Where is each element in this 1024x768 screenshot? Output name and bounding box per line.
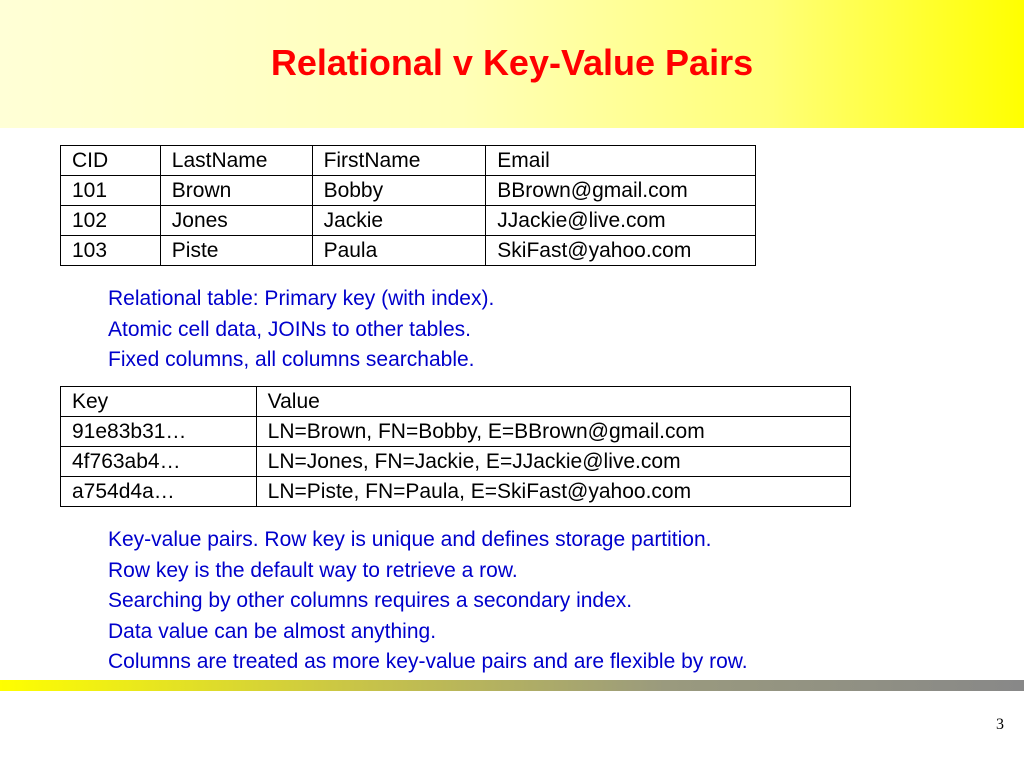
table-cell: Piste bbox=[160, 236, 312, 266]
key-value-table bbox=[60, 386, 851, 507]
note-line: Searching by other columns requires a secondary index. bbox=[108, 589, 633, 612]
relational-table bbox=[60, 145, 756, 266]
table-row bbox=[61, 417, 851, 447]
table-row bbox=[61, 477, 851, 507]
table-cell: JJackie@live.com bbox=[486, 206, 756, 236]
relational-notes bbox=[108, 284, 494, 376]
table-cell: 101 bbox=[61, 176, 161, 206]
note-line: Key-value pairs. Row key is unique and defines storage partition. bbox=[108, 528, 712, 551]
title-band bbox=[0, 0, 1024, 128]
header-cid: CID bbox=[61, 146, 161, 176]
table-cell: BBrown@gmail.com bbox=[486, 176, 756, 206]
header-lastname: LastName bbox=[160, 146, 312, 176]
table-cell: a754d4a… bbox=[61, 477, 257, 507]
key-value-notes bbox=[108, 525, 748, 678]
table-row bbox=[61, 447, 851, 477]
table-cell: SkiFast@yahoo.com bbox=[486, 236, 756, 266]
table-cell: 103 bbox=[61, 236, 161, 266]
slide-title: Relational v Key-Value Pairs bbox=[270, 42, 754, 83]
table-cell: Paula bbox=[312, 236, 486, 266]
note-line: Row key is the default way to retrieve a row. bbox=[108, 558, 518, 582]
table-header-row bbox=[61, 387, 851, 417]
table-cell: Brown bbox=[160, 176, 312, 206]
table-cell: Jones bbox=[160, 206, 312, 236]
table-cell: LN=Jones, FN=Jackie, E=JJackie@live.com bbox=[256, 447, 850, 477]
table-cell: Bobby bbox=[312, 176, 486, 206]
footer-band bbox=[0, 680, 1024, 691]
table-cell: LN=Piste, FN=Paula, E=SkiFast@yahoo.com bbox=[256, 477, 850, 507]
header-value: Value bbox=[256, 387, 850, 417]
note-line: Relational table: Primary key (with index). bbox=[108, 287, 495, 310]
table-cell: 91e83b31… bbox=[61, 417, 257, 447]
table-cell: 102 bbox=[61, 206, 161, 236]
table-cell: Jackie bbox=[312, 206, 486, 236]
table-cell: LN=Brown, FN=Bobby, E=BBrown@gmail.com bbox=[256, 417, 850, 447]
table-cell: 4f763ab4… bbox=[61, 447, 257, 477]
table-row bbox=[61, 206, 756, 236]
header-key: Key bbox=[61, 387, 257, 417]
note-line: Fixed columns, all columns searchable. bbox=[108, 348, 475, 371]
page-number: 3 bbox=[996, 716, 1004, 733]
header-firstname: FirstName bbox=[312, 146, 486, 176]
table-header-row bbox=[61, 146, 756, 176]
note-line: Columns are treated as more key-value pairs and are flexible by row. bbox=[108, 650, 748, 673]
table-row bbox=[61, 236, 756, 266]
note-line: Atomic cell data, JOINs to other tables. bbox=[108, 317, 471, 341]
header-email: Email bbox=[486, 146, 756, 176]
table-row bbox=[61, 176, 756, 206]
note-line: Data value can be almost anything. bbox=[108, 619, 437, 643]
